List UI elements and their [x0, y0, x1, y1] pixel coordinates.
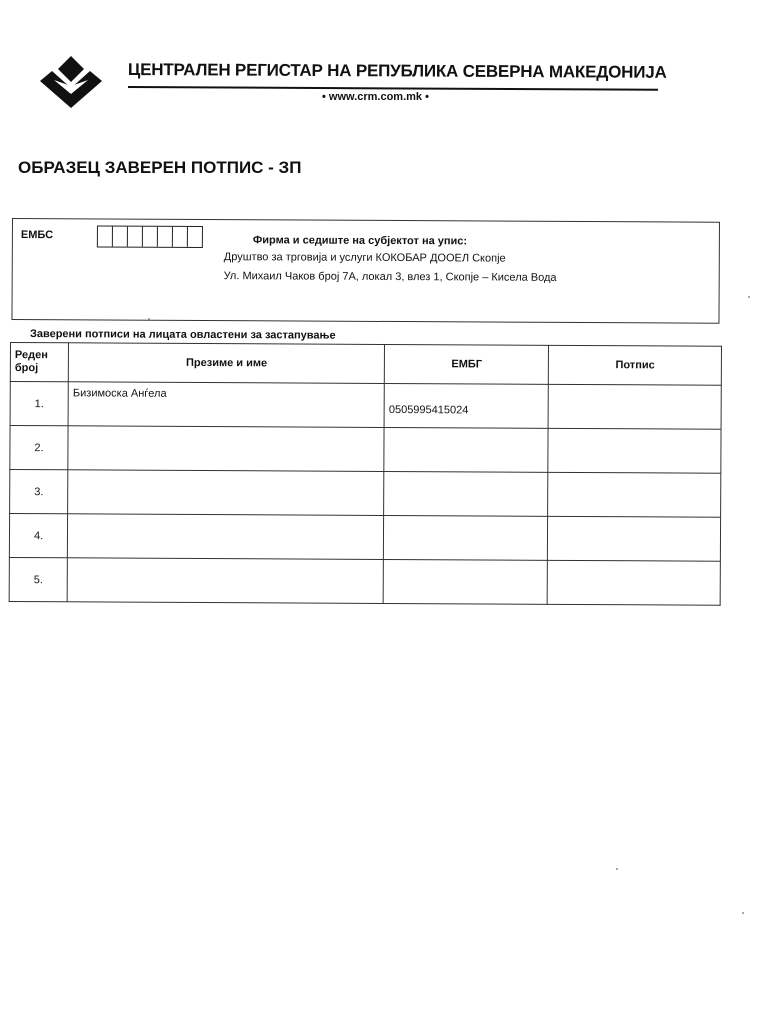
document-title: ОБРАЗЕЦ ЗАВЕРЕН ПОТПИС - ЗП — [18, 158, 302, 177]
column-header-number-line2: број — [14, 362, 39, 375]
signatures-caption: Заверени потписи на лицата овластени за застапување — [29, 328, 336, 342]
row-name — [68, 470, 384, 516]
scan-speck — [148, 318, 150, 320]
row-embg — [383, 559, 547, 604]
row-number: 3. — [10, 470, 68, 514]
organization-name: ЦЕНТРАЛЕН РЕГИСТАР НА РЕПУБЛИКА СЕВЕРНА МАКЕДОНИЈА — [127, 60, 667, 82]
table-row — [9, 514, 720, 562]
column-header-number-line1: Реден — [14, 349, 48, 362]
embs-cell[interactable] — [143, 227, 158, 247]
embs-cell[interactable] — [113, 227, 128, 247]
table-row — [9, 557, 720, 605]
row-signature — [548, 384, 721, 429]
row-signature — [548, 516, 721, 561]
row-name — [67, 558, 383, 604]
signatures-table — [9, 342, 722, 606]
column-header-number — [10, 343, 68, 382]
scan-speck — [742, 912, 744, 914]
row-name — [68, 514, 384, 560]
row-signature — [548, 472, 721, 517]
column-header-name: Презиме и име — [68, 343, 384, 384]
firm-heading: Фирма и седиште на субјектот на упис: — [252, 234, 468, 248]
table-row — [10, 470, 721, 518]
column-header-embg: ЕМБГ — [384, 344, 548, 384]
row-embg: 0505995415024 — [384, 383, 548, 428]
embs-input-cells[interactable] — [97, 225, 203, 248]
embs-cell[interactable] — [173, 227, 188, 247]
embs-cell[interactable] — [158, 227, 173, 247]
embs-cell[interactable] — [98, 226, 113, 246]
row-signature — [548, 560, 721, 605]
table-row — [10, 426, 721, 474]
table-header-row — [10, 343, 721, 386]
row-signature — [548, 428, 721, 473]
embs-cell[interactable] — [188, 227, 202, 247]
firm-address: Ул. Михаил Чаков број 7А, локал 3, влез 1, Скопје – Кисела Вода — [223, 270, 557, 284]
row-embg — [384, 471, 548, 516]
firm-name: Друштво за трговија и услуги КОКОБАР ДООЕЛ Скопје — [223, 251, 506, 265]
crm-diamond-logo-icon — [38, 54, 104, 110]
row-number: 1. — [10, 382, 68, 426]
row-number: 4. — [9, 514, 67, 558]
embs-cell[interactable] — [128, 227, 143, 247]
column-header-signature: Потпис — [549, 345, 722, 385]
row-embg — [384, 427, 548, 472]
row-name: Бизимоска Анѓела — [68, 382, 384, 428]
firm-info-box — [11, 218, 720, 324]
row-embg — [384, 515, 548, 560]
website-link[interactable]: • www.crm.com.mk • — [322, 91, 429, 103]
scan-speck — [616, 868, 618, 870]
row-number: 2. — [10, 426, 68, 470]
table-row — [10, 382, 721, 430]
row-number: 5. — [9, 557, 67, 601]
scan-speck — [748, 296, 750, 298]
embs-label: ЕМБС — [20, 229, 54, 242]
row-name — [68, 426, 384, 472]
